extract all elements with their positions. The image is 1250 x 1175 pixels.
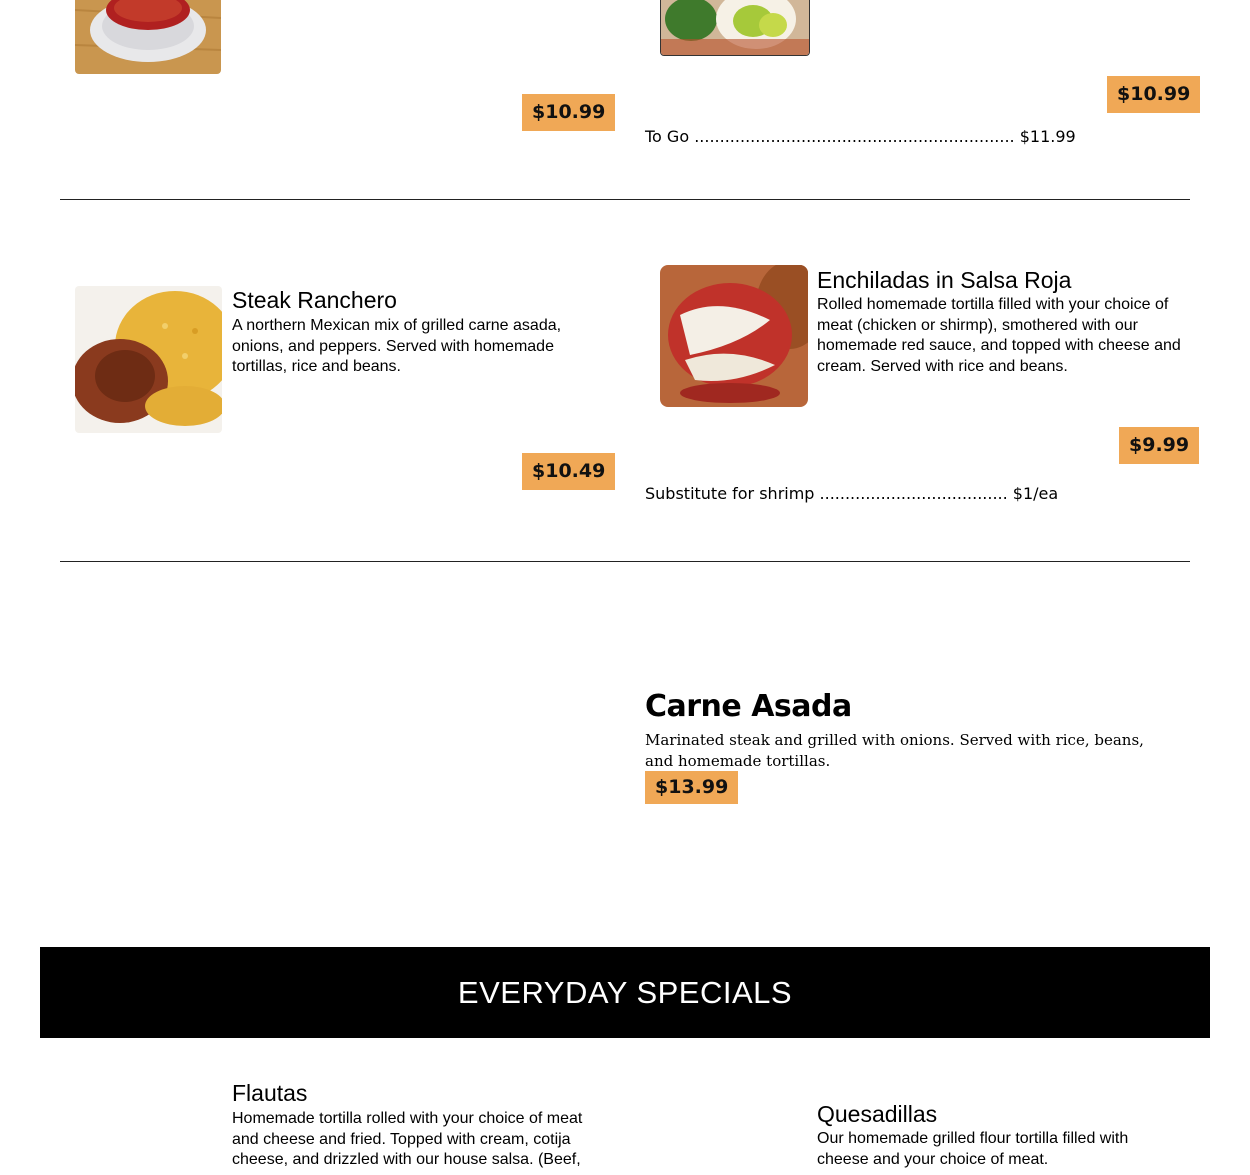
substitute-price-note: Substitute for shrimp ..................................... $1/ea bbox=[645, 484, 1059, 503]
item-title: Quesadillas bbox=[817, 1101, 938, 1127]
price-tag: $10.99 bbox=[1107, 76, 1200, 113]
item-description: Rolled homemade tortilla filled with your choice of meat (chicken or shirmp), smothered with our homemade red sauce, and topped with cheese and cream. Served with rice and beans. bbox=[817, 296, 1181, 375]
section-divider bbox=[60, 199, 1190, 200]
item-description: Our homemade grilled flour tortilla filled with cheese and your choice of meat. bbox=[817, 1130, 1129, 1168]
item-title: Flautas bbox=[232, 1080, 308, 1106]
enchiladas-photo bbox=[660, 265, 808, 407]
steak-ranchero-photo bbox=[75, 286, 222, 433]
item-title: Steak Ranchero bbox=[232, 287, 397, 313]
soup-bowl-photo bbox=[75, 0, 221, 74]
price-tag: $10.49 bbox=[522, 453, 615, 490]
everyday-specials-banner: EVERYDAY SPECIALS bbox=[40, 947, 1210, 1038]
price-tag: $10.99 bbox=[522, 94, 615, 131]
item-title: Enchiladas in Salsa Roja bbox=[817, 267, 1072, 293]
price-tag: $13.99 bbox=[645, 771, 738, 804]
item-description: Homemade tortilla rolled with your choice of meat and cheese and fried. Topped with cream, cotija cheese, and drizzled with our house salsa. (Beef, bbox=[232, 1110, 583, 1169]
price-tag: $9.99 bbox=[1119, 427, 1199, 464]
item-title: Carne Asada bbox=[645, 689, 852, 724]
item-description: A northern Mexican mix of grilled carne asada, onions, and peppers. Served with homemade tortillas, rice and beans. bbox=[232, 317, 562, 376]
section-divider bbox=[60, 561, 1190, 562]
to-go-price-note: To Go ............................................................... $11.99 bbox=[645, 127, 1076, 146]
item-description: Marinated steak and grilled with onions. Served with rice, beans, and homemade tortillas. bbox=[645, 731, 1144, 770]
lime-garnish-photo bbox=[660, 0, 810, 56]
